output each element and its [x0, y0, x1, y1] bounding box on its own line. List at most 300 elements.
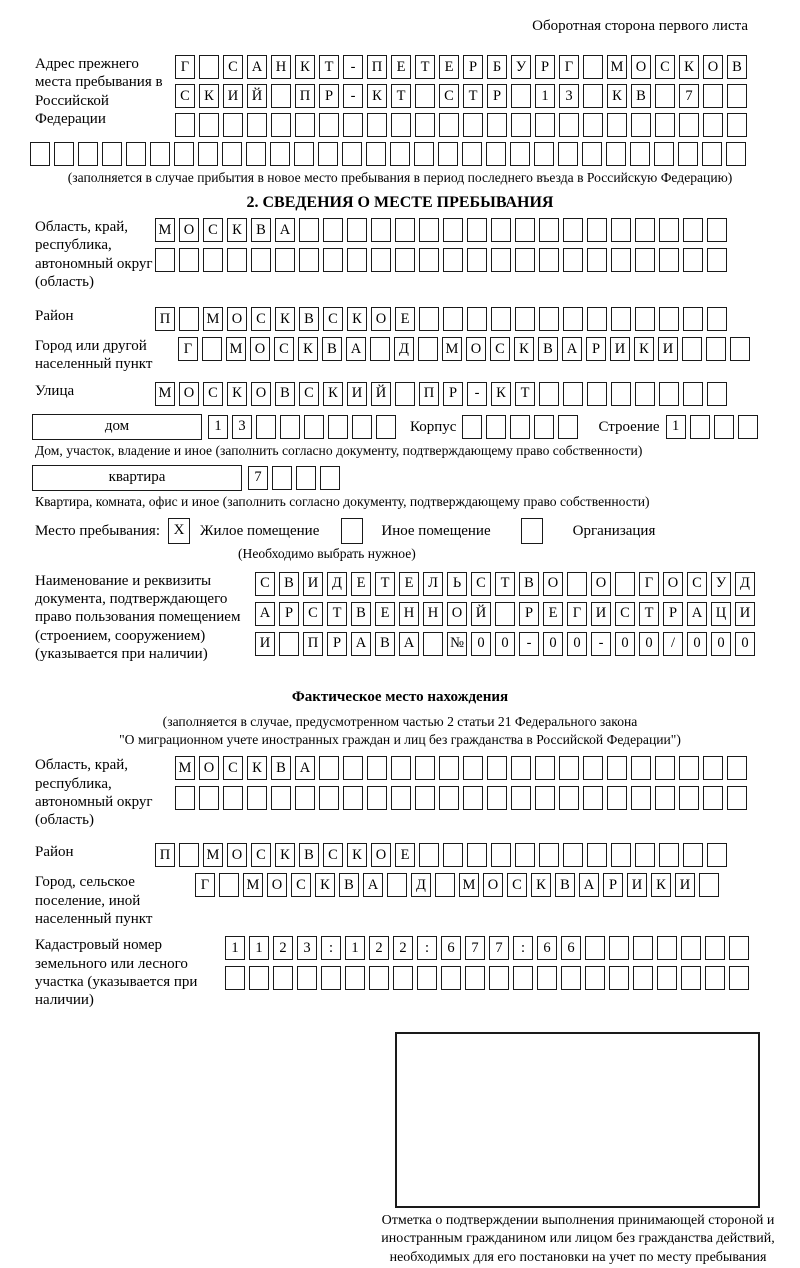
char-cell[interactable]: С [203, 218, 223, 242]
checkbox-zhiloe[interactable]: X [168, 518, 190, 544]
char-cell[interactable] [635, 307, 655, 331]
char-cell[interactable] [738, 415, 758, 439]
char-cell[interactable]: О [371, 843, 391, 867]
char-cell[interactable] [175, 113, 195, 137]
char-cell[interactable] [489, 966, 509, 990]
char-cell[interactable]: И [223, 84, 243, 108]
char-cell[interactable] [631, 786, 651, 810]
char-cell[interactable] [563, 382, 583, 406]
char-cell[interactable] [583, 756, 603, 780]
char-cell[interactable] [511, 84, 531, 108]
char-cell[interactable]: К [298, 337, 318, 361]
char-cell[interactable]: 2 [369, 936, 389, 960]
char-cell[interactable] [587, 248, 607, 272]
char-cell[interactable]: А [579, 873, 599, 897]
char-cell[interactable] [534, 142, 554, 166]
char-cell[interactable]: 7 [248, 466, 268, 490]
char-cell[interactable]: 6 [537, 936, 557, 960]
char-cell[interactable] [219, 873, 239, 897]
char-cell[interactable]: О [466, 337, 486, 361]
char-cell[interactable]: 3 [232, 415, 252, 439]
char-cell[interactable] [683, 248, 703, 272]
char-cell[interactable]: К [679, 55, 699, 79]
char-cell[interactable]: А [363, 873, 383, 897]
char-cell[interactable] [633, 966, 653, 990]
char-cell[interactable] [203, 248, 223, 272]
char-cell[interactable] [583, 55, 603, 79]
char-cell[interactable] [271, 113, 291, 137]
char-cell[interactable] [414, 142, 434, 166]
char-cell[interactable] [463, 756, 483, 780]
char-cell[interactable] [491, 307, 511, 331]
char-cell[interactable]: Н [399, 602, 419, 626]
char-cell[interactable]: В [322, 337, 342, 361]
char-cell[interactable] [683, 307, 703, 331]
char-cell[interactable] [558, 415, 578, 439]
char-cell[interactable] [294, 142, 314, 166]
char-cell[interactable] [296, 466, 316, 490]
char-cell[interactable]: С [507, 873, 527, 897]
char-cell[interactable] [486, 415, 506, 439]
char-cell[interactable]: П [295, 84, 315, 108]
char-cell[interactable]: Е [395, 307, 415, 331]
char-cell[interactable] [487, 113, 507, 137]
char-cell[interactable] [714, 415, 734, 439]
char-cell[interactable]: К [367, 84, 387, 108]
char-cell[interactable] [655, 786, 675, 810]
char-cell[interactable] [706, 337, 726, 361]
char-cell[interactable]: Ь [447, 572, 467, 596]
char-cell[interactable]: В [351, 602, 371, 626]
char-cell[interactable]: Е [391, 55, 411, 79]
char-cell[interactable] [539, 382, 559, 406]
char-cell[interactable]: Д [735, 572, 755, 596]
char-cell[interactable] [279, 632, 299, 656]
char-cell[interactable] [659, 218, 679, 242]
char-cell[interactable]: № [447, 632, 467, 656]
char-cell[interactable] [417, 966, 437, 990]
char-cell[interactable]: И [675, 873, 695, 897]
char-cell[interactable]: 1 [535, 84, 555, 108]
char-cell[interactable] [699, 873, 719, 897]
char-cell[interactable]: В [271, 756, 291, 780]
char-cell[interactable] [371, 248, 391, 272]
char-cell[interactable]: П [303, 632, 323, 656]
char-cell[interactable] [391, 756, 411, 780]
char-cell[interactable]: С [615, 602, 635, 626]
char-cell[interactable] [415, 786, 435, 810]
char-cell[interactable] [415, 113, 435, 137]
char-cell[interactable]: - [467, 382, 487, 406]
char-cell[interactable] [179, 248, 199, 272]
char-cell[interactable] [535, 113, 555, 137]
char-cell[interactable]: О [227, 843, 247, 867]
char-cell[interactable] [609, 966, 629, 990]
char-cell[interactable]: Т [327, 602, 347, 626]
char-cell[interactable]: М [155, 218, 175, 242]
char-cell[interactable]: В [375, 632, 395, 656]
char-cell[interactable] [199, 113, 219, 137]
char-cell[interactable]: О [591, 572, 611, 596]
char-cell[interactable] [585, 936, 605, 960]
char-cell[interactable]: О [250, 337, 270, 361]
char-cell[interactable] [563, 307, 583, 331]
char-cell[interactable]: А [351, 632, 371, 656]
char-cell[interactable] [223, 786, 243, 810]
char-cell[interactable]: 6 [561, 936, 581, 960]
char-cell[interactable]: Й [247, 84, 267, 108]
char-cell[interactable] [539, 248, 559, 272]
char-cell[interactable]: Р [487, 84, 507, 108]
char-cell[interactable] [535, 786, 555, 810]
char-cell[interactable]: Е [439, 55, 459, 79]
char-cell[interactable] [611, 843, 631, 867]
char-cell[interactable]: И [735, 602, 755, 626]
char-cell[interactable]: В [339, 873, 359, 897]
char-cell[interactable] [563, 218, 583, 242]
char-cell[interactable] [467, 248, 487, 272]
char-cell[interactable]: 1 [225, 936, 245, 960]
char-cell[interactable]: В [555, 873, 575, 897]
char-cell[interactable] [730, 337, 750, 361]
char-cell[interactable] [419, 307, 439, 331]
char-cell[interactable] [705, 936, 725, 960]
char-cell[interactable] [223, 113, 243, 137]
char-cell[interactable] [703, 84, 723, 108]
char-cell[interactable] [679, 113, 699, 137]
char-cell[interactable] [415, 84, 435, 108]
char-cell[interactable]: - [343, 84, 363, 108]
char-cell[interactable] [726, 142, 746, 166]
char-cell[interactable]: Т [639, 602, 659, 626]
char-cell[interactable]: К [227, 218, 247, 242]
char-cell[interactable]: С [439, 84, 459, 108]
char-cell[interactable] [78, 142, 98, 166]
char-cell[interactable]: И [303, 572, 323, 596]
char-cell[interactable] [587, 307, 607, 331]
char-cell[interactable]: Т [375, 572, 395, 596]
char-cell[interactable]: И [658, 337, 678, 361]
char-cell[interactable]: К [323, 382, 343, 406]
char-cell[interactable] [729, 966, 749, 990]
char-cell[interactable]: Г [567, 602, 587, 626]
char-cell[interactable] [510, 142, 530, 166]
char-cell[interactable] [703, 113, 723, 137]
char-cell[interactable] [487, 786, 507, 810]
char-cell[interactable] [683, 843, 703, 867]
char-cell[interactable] [323, 218, 343, 242]
char-cell[interactable] [280, 415, 300, 439]
char-cell[interactable] [299, 218, 319, 242]
char-cell[interactable] [609, 936, 629, 960]
char-cell[interactable]: М [226, 337, 246, 361]
char-cell[interactable]: В [519, 572, 539, 596]
char-cell[interactable]: А [346, 337, 366, 361]
char-cell[interactable]: А [275, 218, 295, 242]
char-cell[interactable] [443, 843, 463, 867]
char-cell[interactable] [462, 142, 482, 166]
char-cell[interactable] [682, 337, 702, 361]
char-cell[interactable]: М [607, 55, 627, 79]
char-cell[interactable] [615, 572, 635, 596]
char-cell[interactable] [495, 602, 515, 626]
char-cell[interactable]: В [279, 572, 299, 596]
char-cell[interactable] [175, 786, 195, 810]
char-cell[interactable] [369, 966, 389, 990]
char-cell[interactable]: 1 [666, 415, 686, 439]
char-cell[interactable]: С [471, 572, 491, 596]
char-cell[interactable] [467, 307, 487, 331]
char-cell[interactable] [491, 843, 511, 867]
char-cell[interactable] [443, 307, 463, 331]
char-cell[interactable]: С [490, 337, 510, 361]
char-cell[interactable]: Т [463, 84, 483, 108]
char-cell[interactable] [395, 382, 415, 406]
char-cell[interactable]: К [347, 843, 367, 867]
char-cell[interactable]: Н [423, 602, 443, 626]
char-cell[interactable]: Г [178, 337, 198, 361]
char-cell[interactable]: У [711, 572, 731, 596]
char-cell[interactable]: О [199, 756, 219, 780]
char-cell[interactable] [513, 966, 533, 990]
char-cell[interactable]: А [562, 337, 582, 361]
char-cell[interactable] [631, 113, 651, 137]
char-cell[interactable] [198, 142, 218, 166]
char-cell[interactable] [347, 218, 367, 242]
char-cell[interactable]: П [419, 382, 439, 406]
char-cell[interactable] [256, 415, 276, 439]
char-cell[interactable] [679, 786, 699, 810]
char-cell[interactable] [630, 142, 650, 166]
char-cell[interactable]: А [295, 756, 315, 780]
char-cell[interactable] [657, 936, 677, 960]
char-cell[interactable] [655, 756, 675, 780]
checkbox-inoe[interactable] [341, 518, 363, 544]
char-cell[interactable] [707, 307, 727, 331]
char-cell[interactable] [419, 218, 439, 242]
char-cell[interactable] [247, 113, 267, 137]
char-cell[interactable] [690, 415, 710, 439]
char-cell[interactable] [659, 843, 679, 867]
char-cell[interactable] [705, 966, 725, 990]
char-cell[interactable] [559, 756, 579, 780]
char-cell[interactable]: С [323, 843, 343, 867]
char-cell[interactable]: О [227, 307, 247, 331]
char-cell[interactable]: С [223, 756, 243, 780]
char-cell[interactable]: В [299, 843, 319, 867]
char-cell[interactable] [727, 84, 747, 108]
char-cell[interactable]: 0 [471, 632, 491, 656]
char-cell[interactable]: М [203, 307, 223, 331]
char-cell[interactable] [633, 936, 653, 960]
char-cell[interactable] [655, 113, 675, 137]
char-cell[interactable]: 0 [711, 632, 731, 656]
char-cell[interactable] [631, 756, 651, 780]
char-cell[interactable] [703, 756, 723, 780]
char-cell[interactable] [443, 248, 463, 272]
char-cell[interactable] [683, 218, 703, 242]
char-cell[interactable] [439, 113, 459, 137]
char-cell[interactable]: О [447, 602, 467, 626]
char-cell[interactable] [515, 843, 535, 867]
char-cell[interactable]: Й [471, 602, 491, 626]
char-cell[interactable]: 2 [393, 936, 413, 960]
char-cell[interactable] [347, 248, 367, 272]
char-cell[interactable] [607, 786, 627, 810]
char-cell[interactable] [367, 113, 387, 137]
char-cell[interactable]: А [255, 602, 275, 626]
char-cell[interactable]: И [591, 602, 611, 626]
char-cell[interactable]: Т [415, 55, 435, 79]
char-cell[interactable] [323, 248, 343, 272]
char-cell[interactable] [463, 113, 483, 137]
char-cell[interactable]: С [203, 382, 223, 406]
char-cell[interactable]: Р [319, 84, 339, 108]
char-cell[interactable] [558, 142, 578, 166]
char-cell[interactable]: В [538, 337, 558, 361]
char-cell[interactable] [511, 756, 531, 780]
char-cell[interactable] [395, 248, 415, 272]
char-cell[interactable] [511, 113, 531, 137]
char-cell[interactable] [270, 142, 290, 166]
char-cell[interactable] [707, 248, 727, 272]
checkbox-org[interactable] [521, 518, 543, 544]
char-cell[interactable] [491, 248, 511, 272]
char-cell[interactable] [535, 756, 555, 780]
char-cell[interactable] [534, 415, 554, 439]
char-cell[interactable] [611, 307, 631, 331]
char-cell[interactable] [150, 142, 170, 166]
char-cell[interactable]: 7 [465, 936, 485, 960]
char-cell[interactable] [683, 382, 703, 406]
char-cell[interactable]: К [607, 84, 627, 108]
char-cell[interactable]: С [687, 572, 707, 596]
char-cell[interactable] [611, 382, 631, 406]
char-cell[interactable] [439, 756, 459, 780]
char-cell[interactable] [681, 936, 701, 960]
char-cell[interactable]: Р [443, 382, 463, 406]
char-cell[interactable]: : [417, 936, 437, 960]
char-cell[interactable] [443, 218, 463, 242]
char-cell[interactable]: К [199, 84, 219, 108]
char-cell[interactable]: О [483, 873, 503, 897]
char-cell[interactable]: О [179, 382, 199, 406]
char-cell[interactable]: О [251, 382, 271, 406]
char-cell[interactable] [343, 786, 363, 810]
char-cell[interactable]: Л [423, 572, 443, 596]
char-cell[interactable]: И [347, 382, 367, 406]
char-cell[interactable] [179, 307, 199, 331]
char-cell[interactable] [585, 966, 605, 990]
char-cell[interactable]: 1 [249, 936, 269, 960]
char-cell[interactable]: С [274, 337, 294, 361]
char-cell[interactable] [271, 84, 291, 108]
char-cell[interactable] [174, 142, 194, 166]
char-cell[interactable] [202, 337, 222, 361]
char-cell[interactable]: Р [586, 337, 606, 361]
char-cell[interactable]: Ц [711, 602, 731, 626]
char-cell[interactable]: К [491, 382, 511, 406]
char-cell[interactable]: - [591, 632, 611, 656]
char-cell[interactable] [54, 142, 74, 166]
char-cell[interactable] [727, 756, 747, 780]
char-cell[interactable] [727, 113, 747, 137]
char-cell[interactable]: О [631, 55, 651, 79]
char-cell[interactable] [587, 382, 607, 406]
char-cell[interactable]: Д [411, 873, 431, 897]
char-cell[interactable]: К [347, 307, 367, 331]
char-cell[interactable] [607, 113, 627, 137]
char-cell[interactable] [729, 936, 749, 960]
char-cell[interactable] [246, 142, 266, 166]
char-cell[interactable] [319, 756, 339, 780]
char-cell[interactable]: Е [543, 602, 563, 626]
char-cell[interactable]: / [663, 632, 683, 656]
char-cell[interactable]: Б [487, 55, 507, 79]
char-cell[interactable] [611, 218, 631, 242]
char-cell[interactable]: Д [327, 572, 347, 596]
char-cell[interactable]: Д [394, 337, 414, 361]
char-cell[interactable]: Е [375, 602, 395, 626]
char-cell[interactable] [727, 786, 747, 810]
char-cell[interactable]: С [299, 382, 319, 406]
char-cell[interactable] [678, 142, 698, 166]
char-cell[interactable] [659, 382, 679, 406]
char-cell[interactable] [515, 248, 535, 272]
char-cell[interactable] [391, 113, 411, 137]
char-cell[interactable] [439, 786, 459, 810]
char-cell[interactable]: М [155, 382, 175, 406]
char-cell[interactable] [537, 966, 557, 990]
char-cell[interactable] [486, 142, 506, 166]
char-cell[interactable] [491, 218, 511, 242]
char-cell[interactable]: Е [399, 572, 419, 596]
char-cell[interactable]: Т [391, 84, 411, 108]
char-cell[interactable]: К [514, 337, 534, 361]
char-cell[interactable]: П [155, 843, 175, 867]
char-cell[interactable] [441, 966, 461, 990]
char-cell[interactable]: С [303, 602, 323, 626]
char-cell[interactable] [155, 248, 175, 272]
char-cell[interactable]: К [227, 382, 247, 406]
char-cell[interactable] [659, 248, 679, 272]
char-cell[interactable] [419, 843, 439, 867]
char-cell[interactable]: 2 [273, 936, 293, 960]
char-cell[interactable]: С [251, 843, 271, 867]
char-cell[interactable]: О [703, 55, 723, 79]
char-cell[interactable] [295, 786, 315, 810]
char-cell[interactable]: 0 [567, 632, 587, 656]
char-cell[interactable] [222, 142, 242, 166]
char-cell[interactable]: Т [495, 572, 515, 596]
char-cell[interactable] [563, 248, 583, 272]
char-cell[interactable] [345, 966, 365, 990]
char-cell[interactable]: 0 [495, 632, 515, 656]
char-cell[interactable]: Г [639, 572, 659, 596]
char-cell[interactable] [179, 843, 199, 867]
char-cell[interactable]: М [203, 843, 223, 867]
char-cell[interactable] [583, 113, 603, 137]
char-cell[interactable]: М [459, 873, 479, 897]
char-cell[interactable] [463, 786, 483, 810]
char-cell[interactable] [606, 142, 626, 166]
char-cell[interactable] [462, 415, 482, 439]
char-cell[interactable]: - [343, 55, 363, 79]
char-cell[interactable] [655, 84, 675, 108]
char-cell[interactable] [371, 218, 391, 242]
char-cell[interactable] [319, 786, 339, 810]
char-cell[interactable]: В [631, 84, 651, 108]
